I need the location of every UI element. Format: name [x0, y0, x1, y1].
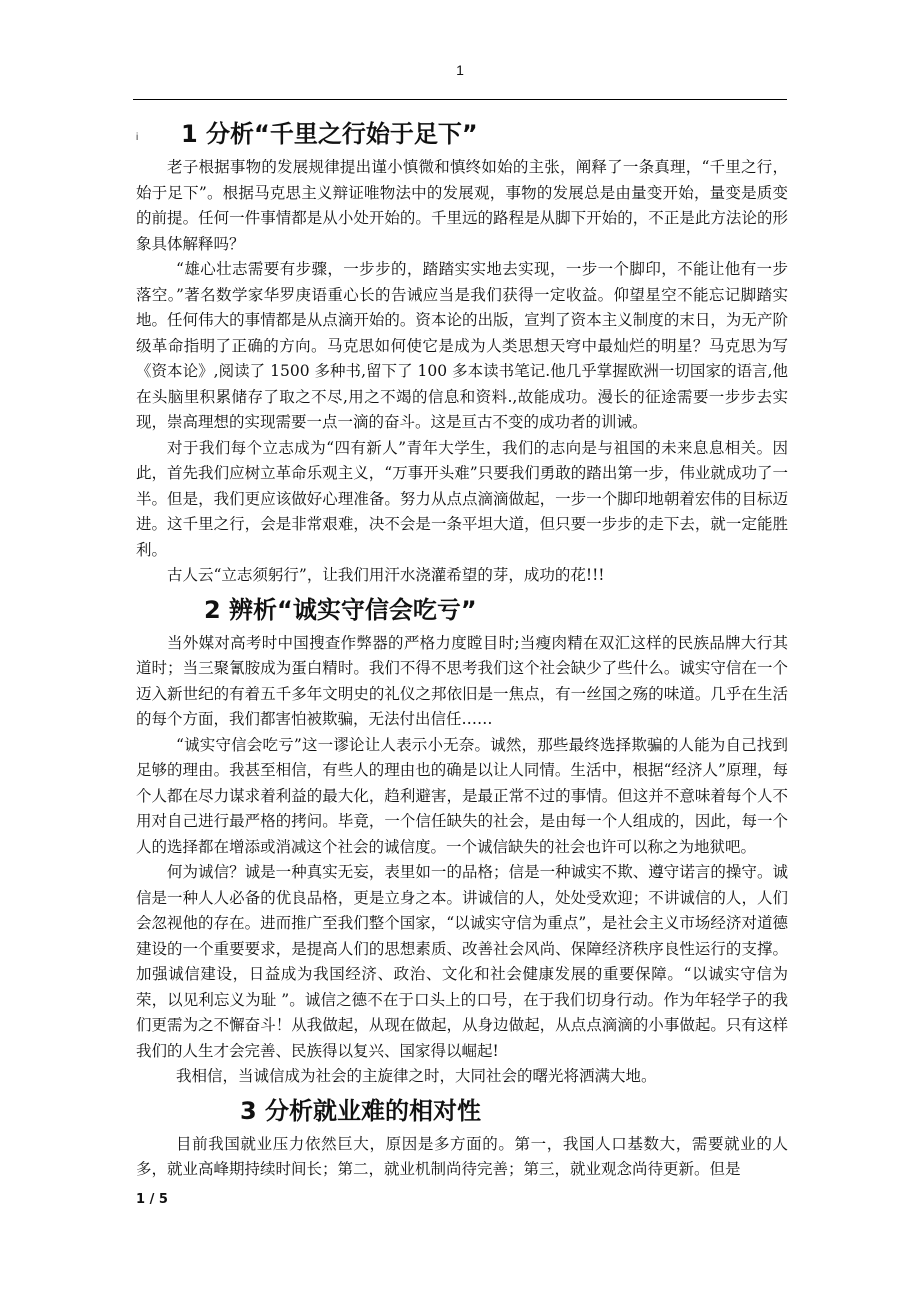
- page-number-header: 1: [456, 62, 464, 78]
- document-body: [136, 113, 788, 1183]
- section-2-heading: 2 辨析“诚实守信会吃亏”: [204, 595, 477, 624]
- section-1-paragraph-3: 对于我们每个立志成为“四有新人”青年大学生，我们的志向是与祖国的未来息息相关。因此，首先我们应树立革命乐观主义，“万事开头难”只要我们勇敢的踏出第一步，伟业就成功了一半。但是，我们更应该做好心理准备。努力从点点滴滴做起，一步一个脚印地朝着宏伟的目标迈进。这千里之行，会是非常艰难，决不会是一条平坦大道，但只要一步步的走下去，就一定能胜利。: [136, 438, 788, 559]
- section-1-heading: 1 分析“千里之行始于足下”: [181, 120, 478, 148]
- section-3-heading: 3 分析就业难的相对性: [240, 1096, 482, 1125]
- section-2-paragraph-3: 何为诚信？诚是一种真实无妄，表里如一的品格；信是一种诚实不欺、遵守诺言的操守。诚信是一种人人必备的优良品格，更是立身之本。讲诚信的人，处处受欢迎；不讲诚信的人，人们会忽视他的存在。进而推广至我们整个国家，“以诚实守信为重点”，是社会主义市场经济对道德建设的一个重要要求，是提高人们的思想素质、改善社会风尚、保障经济秩序良性运行的支撑。加强诚信建设，日益成为我国经济、政治、文化和社会健康发展的重要保障。“以诚实守信为荣，以见利忘义为耻 ”。诚信之德不在于口头上的口号，在于我们切身行动。作为年轻学子的我们更需为之不懈奋斗！从我做起，从现在做起，从身边做起，从点点滴滴的小事做起。只有这样我们的人生才会完善、民族得以复兴、国家得以崛起!: [136, 863, 788, 1060]
- section-3-paragraph-1: 目前我国就业压力依然巨大，原因是多方面的。第一，我国人口基数大，需要就业的人多，就业高峰期持续时间长；第二，就业机制尚待完善；第三，就业观念尚待更新。但是: [136, 1134, 788, 1178]
- section-2-paragraph-1: 当外媒对高考时中国搜查作弊器的严格力度瞠目时;当瘦肉精在双汇这样的民族品牌大行其道时；当三聚氰胺成为蛋白精时。我们不得不思考我们这个社会缺少了些什么。诚实守信在一个迈入新世纪的有着五千多年文明史的礼仪之邦依旧是一焦点，有一丝国之殇的味道。几乎在生活的每个方面，我们都害怕被欺骗，无法付出信任……: [136, 633, 788, 728]
- section-1-paragraph-1: 老子根据事物的发展规律提出谨小慎微和慎终如始的主张，阐释了一条真理，“千里之行，始于足下”。根据马克思主义辩证唯物法中的发展观，事物的发展总是由量变开始，量变是质变的前提。任何一件事情都是从小处开始的。千里远的路程是从脚下开始的，不正是此方法论的形象具体解释吗？: [136, 158, 788, 253]
- section-2-paragraph-4: 我相信，当诚信成为社会的主旋律之时，大同社会的曙光将洒满大地。: [176, 1067, 657, 1085]
- section-1-paragraph-2: “雄心壮志需要有步骤，一步步的，踏踏实实地去实现，一步一个脚印，不能让他有一步落空。”著名数学家华罗庚语重心长的告诫应当是我们获得一定收益。仰望星空不能忘记脚踏实地。任何伟大的事情都是从点滴开始的。资本论的出版，宣判了资本主义制度的末日，为无产阶级革命指明了正确的方向。马克思如何使它是成为人类思想天穹中最灿烂的明星？马克思为写《资本论》,阅读了 1500 多种书,留下了 100 多本读书笔记.他几乎掌握欧洲一切国家的语言,他在头脑里积累储存了取之不尽,用之不竭的信息和资料.,故能成功。漫长的征途需要一步步去实现，崇高理想的实现需要一点一滴的奋斗。这是亘古不变的成功者的训诫。: [136, 260, 788, 431]
- margin-marker: i: [136, 132, 139, 143]
- section-1-paragraph-4: 古人云“立志须躬行”，让我们用汗水浇灌希望的芽，成功的花!!!: [167, 566, 605, 584]
- page-indicator-footer: 1 / 5: [136, 1192, 168, 1207]
- header-rule: [133, 99, 787, 100]
- section-2-paragraph-2: “诚实守信会吃亏”这一谬论让人表示小无奈。诚然，那些最终选择欺骗的人能为自己找到足够的理由。我甚至相信，有些人的理由也的确是以让人同情。生活中，根据“经济人”原理，每个人都在尽力谋求着利益的最大化，趋利避害，是最正常不过的事情。但这并不意味着每个人不用对自己进行最严格的拷问。毕竟，一个信任缺失的社会，是由每一个人组成的，因此，每一个人的选择都在增添或消减这个社会的诚信度。一个诚信缺失的社会也许可以称之为地狱吧。: [136, 735, 788, 856]
